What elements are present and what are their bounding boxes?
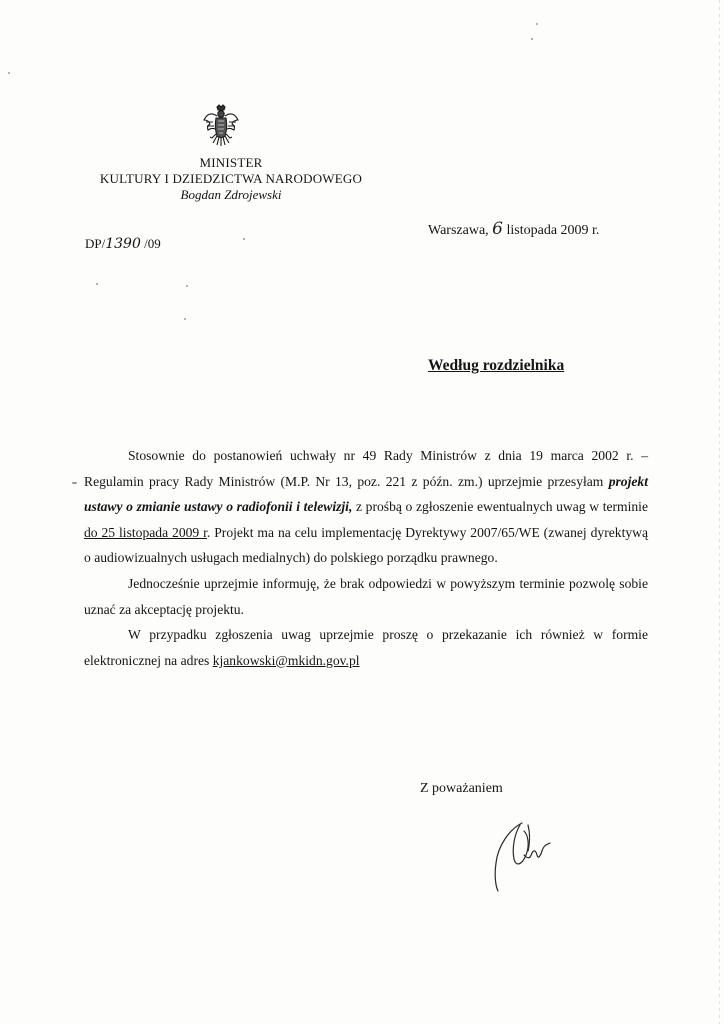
reference-number (85, 236, 161, 252)
body-paragraph-3: W przypadku zgłoszenia uwag uprzejmie proszę o przekazanie ich również w formie elektronicznej na adres kjankowski@mkidn.gov.pl (84, 627, 648, 668)
contact-email: kjankowski@mkidn.gov.pl (212, 652, 360, 668)
scan-speck (536, 23, 538, 25)
closing-phrase: Z poważaniem (420, 781, 503, 796)
letterhead-ministry: KULTURY I DZIEDZICTWA NARODOWEGO (99, 171, 363, 186)
scan-speck (72, 482, 77, 484)
scan-speck (8, 72, 10, 74)
reference-prefix: DP/ (85, 236, 106, 251)
body-paragraph-1: Stosownie do postanowień uchwały nr 49 Rady Ministrów z dnia 19 marca 2002 r. – Regulamin pracy Rady Ministrów (M.P. Nr 13, poz. 221 z późn. zm.) uprzejmie przesyłam projekt ustawy o zmianie ustawy o radiofonii i telewizji, z prośbą o zgłoszenie ewentualnych uwag w terminie do 25 listopada 2009 r. Projekt ma na celu implementację Dyrektywy 2007/65/WE (zwanej dyrektywą o audiowizualnych usługach medialnych) do polskiego porządku prawnego. (84, 448, 648, 566)
date-city: Warszawa, (428, 223, 489, 238)
letter-body (84, 443, 648, 673)
scan-speck (243, 238, 245, 240)
letterhead-title: MINISTER (199, 155, 263, 170)
letterhead-minister-name: Bogdan Zdrojewski (180, 187, 282, 202)
date-line (428, 219, 599, 239)
scan-speck (531, 38, 533, 40)
handwritten-signature (484, 815, 556, 895)
scan-speck (186, 285, 188, 287)
body-paragraph-2: Jednocześnie uprzejmie informuję, że brak odpowiedzi w powyższym terminie pozwolę sobie uznać za akceptację projektu. (84, 575, 648, 617)
deadline-date: do 25 listopada 2009 r (84, 524, 207, 540)
date-handwritten-day: 6 (492, 219, 503, 239)
scan-speck (184, 318, 186, 320)
reference-suffix: /09 (144, 236, 161, 251)
scan-speck (96, 283, 98, 285)
polish-eagle-emblem (203, 104, 239, 150)
page-edge (719, 0, 720, 1024)
recipient-heading: Według rozdzielnika (428, 357, 565, 374)
draft-law-title: projekt ustawy o zmianie ustawy o radiofonii i telewizji, (84, 473, 648, 515)
letterhead (90, 155, 372, 203)
reference-handwritten-number: 1390 (105, 236, 141, 252)
date-rest: listopada 2009 r. (506, 223, 600, 238)
